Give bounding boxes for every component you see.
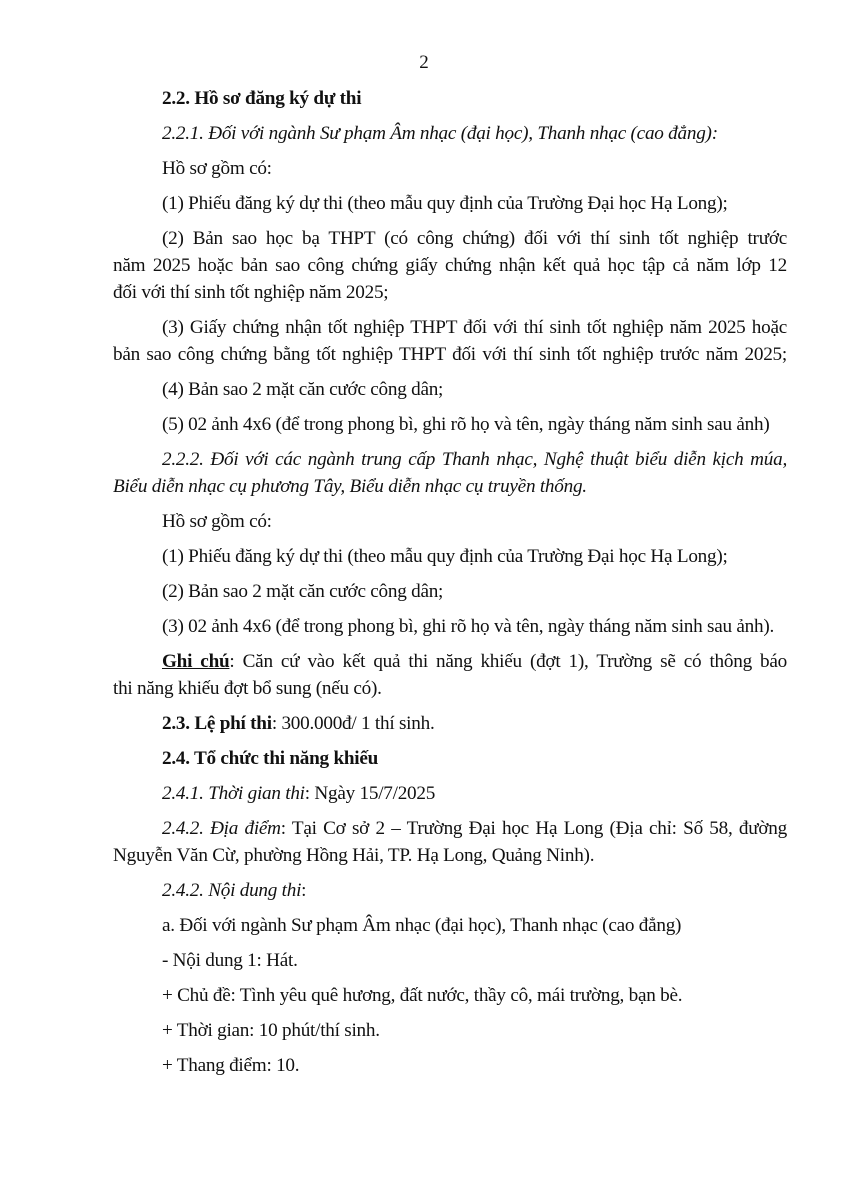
s222-item-2: (2) Bản sao 2 mặt căn cước công dân; (162, 581, 444, 602)
s221-item-3-line-1: (3) Giấy chứng nhận tốt nghiệp THPT đối với thí sinh tốt nghiệp năm 2025 hoặc (162, 317, 787, 338)
s222-item-1: (1) Phiếu đăng ký dự thi (theo mẫu quy định của Trường Đại học Hạ Long); (162, 546, 728, 567)
page-number: 2 (419, 52, 429, 73)
section-2-3 (162, 712, 787, 736)
content-1: - Nội dung 1: Hát. (162, 950, 298, 971)
content-label: 2.4.2. Nội dung thi (162, 880, 302, 901)
section-2-2-2-heading-line-1: 2.2.2. Đối với các ngành trung cấp Thanh nhạc, Nghệ thuật biểu diễn kịch múa, (162, 449, 787, 470)
s222-intro: Hồ sơ gồm có: (162, 511, 272, 532)
section-2-2-heading: 2.2. Hồ sơ đăng ký dự thi (162, 88, 362, 109)
s221-item-2-line-2: năm 2025 hoặc bản sao công chứng giấy chứng nhận kết quả học tập cả năm lớp 12 (113, 255, 787, 276)
s221-item-4: (4) Bản sao 2 mặt căn cước công dân; (162, 379, 444, 400)
s221-item-3-line-2: bản sao công chứng bằng tốt nghiệp THPT đối với thí sinh tốt nghiệp trước năm 2025; (113, 344, 787, 365)
note-label: Ghi chú (162, 651, 230, 672)
content-detail-topic: + Chủ đề: Tình yêu quê hương, đất nước, thầy cô, mái trường, bạn bè. (162, 985, 683, 1006)
section-2-2-2-heading-line-2: Biểu diễn nhạc cụ phương Tây, Biểu diễn nhạc cụ truyền thống. (113, 476, 587, 497)
exam-time-value: : Ngày 15/7/2025 (304, 783, 436, 804)
note-line-1 (162, 650, 787, 674)
section-2-4-2-line-2: Nguyễn Văn Cừ, phường Hồng Hải, TP. Hạ Long, Quảng Ninh). (113, 845, 595, 866)
content-detail-score: + Thang điểm: 10. (162, 1055, 300, 1076)
section-2-4-heading: 2.4. Tổ chức thi năng khiếu (162, 748, 379, 769)
s222-item-3: (3) 02 ảnh 4x6 (để trong phong bì, ghi rõ họ và tên, ngày tháng năm sinh sau ảnh). (162, 616, 775, 637)
section-2-2-1-heading: 2.2.1. Đối với ngành Sư phạm Âm nhạc (đại học), Thanh nhạc (cao đẳng): (162, 123, 718, 144)
fee-label: 2.3. Lệ phí thi (162, 713, 272, 734)
s221-item-5: (5) 02 ảnh 4x6 (để trong phong bì, ghi rõ họ và tên, ngày tháng năm sinh sau ảnh) (162, 414, 770, 435)
content-a: a. Đối với ngành Sư phạm Âm nhạc (đại học), Thanh nhạc (cao đẳng) (162, 915, 682, 936)
fee-value: : 300.000đ/ 1 thí sinh. (271, 713, 435, 734)
content-colon: : (301, 880, 307, 901)
s221-item-1: (1) Phiếu đăng ký dự thi (theo mẫu quy định của Trường Đại học Hạ Long); (162, 193, 728, 214)
s221-item-2-line-3: đối với thí sinh tốt nghiệp năm 2025; (113, 282, 389, 303)
section-2-4-1 (162, 782, 787, 806)
s221-intro: Hồ sơ gồm có: (162, 158, 272, 179)
section-2-4-2-line-1 (162, 817, 787, 841)
section-2-4-3 (162, 879, 787, 903)
location-value: : Tại Cơ sở 2 – Trường Đại học Hạ Long (Địa chỉ: Số 58, đường (280, 818, 787, 839)
note-line-2: thi năng khiếu đợt bổ sung (nếu có). (113, 678, 382, 699)
note-text: : Căn cứ vào kết quả thi năng khiếu (đợt 1), Trường sẽ có thông báo (229, 651, 787, 672)
location-label: 2.4.2. Địa điểm (162, 818, 281, 839)
content-detail-time: + Thời gian: 10 phút/thí sinh. (162, 1020, 380, 1041)
s221-item-2-line-1: (2) Bản sao học bạ THPT (có công chứng) đối với thí sinh tốt nghiệp trước (162, 228, 787, 249)
exam-time-label: 2.4.1. Thời gian thi (162, 783, 305, 804)
